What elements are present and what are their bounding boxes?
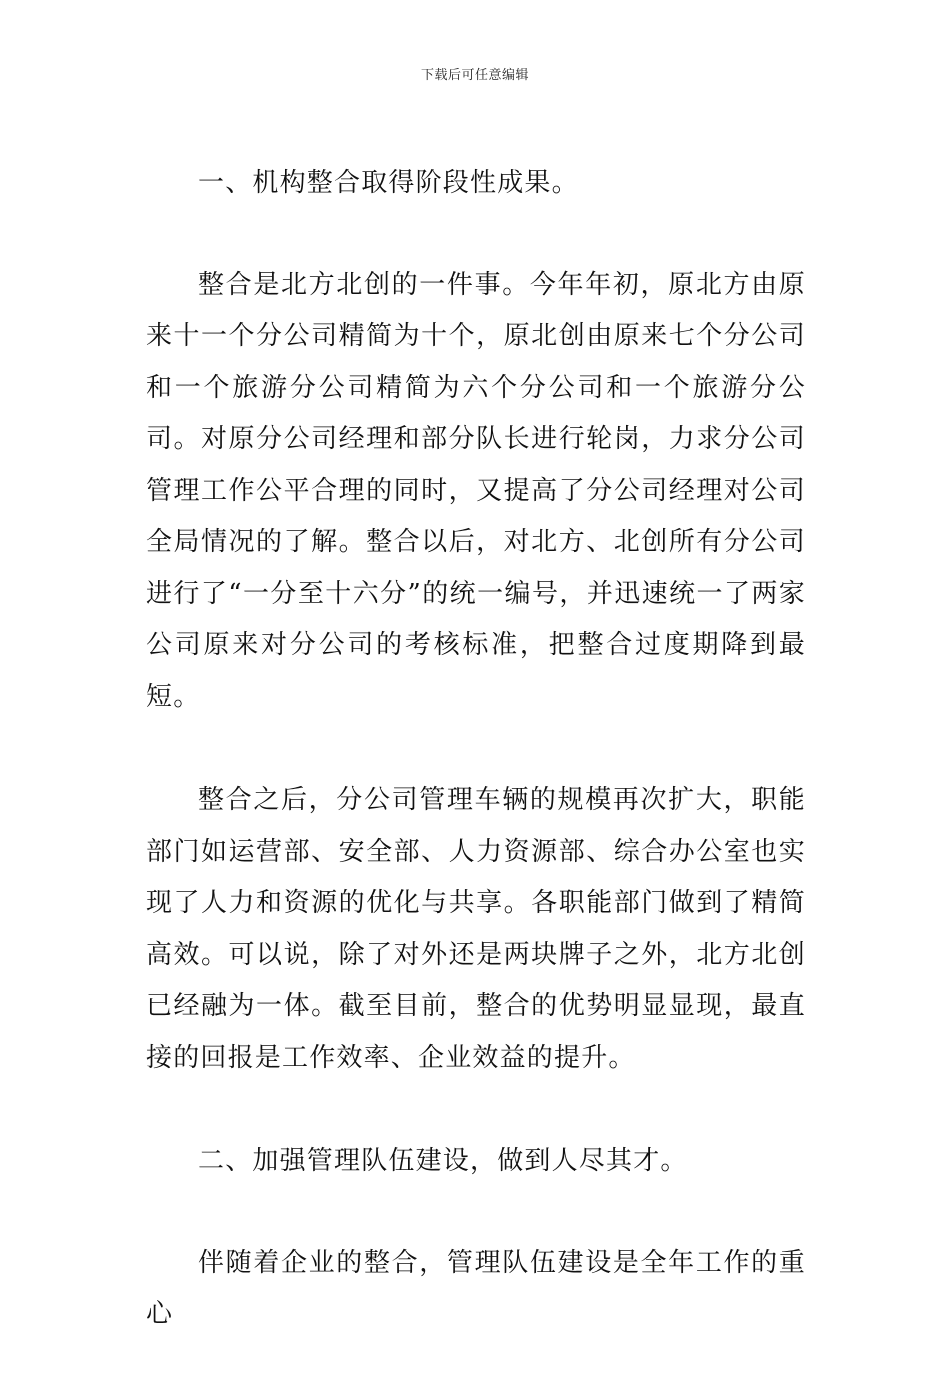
- paragraph-1: 整合是北方北创的一件事。今年年初，原北方由原来十一个分公司精简为十个，原北创由原来七个分公司和一个旅游分公司精简为六个分公司和一个旅游分公司。对原分公司经理和部分队长进行轮岗，力求分公司管理工作公平合理的同时，又提高了分公司经理对公司全局情况的了解。整合以后，对北方、北创所有分公司进行了“一分至十六分”的统一编号，并迅速统一了两家公司原来对分公司的考核标准，把整合过度期降到最短。: [146, 269, 806, 712]
- section-heading-2: 二、加强管理队伍建设，做到人尽其才。: [198, 1146, 688, 1176]
- paragraph-2: 整合之后，分公司管理车辆的规模再次扩大，职能部门如运营部、安全部、人力资源部、综合办公室也实现了人力和资源的优化与共享。各职能部门做到了精简高效。可以说，除了对外还是两块牌子之外，北方北创已经融为一体。截至目前，整合的优势明显显现，最直接的回报是工作效率、企业效益的提升。: [146, 785, 806, 1073]
- section-heading-1: 一、机构整合取得阶段性成果。: [198, 168, 579, 198]
- page-header-note: 下载后可任意编辑: [420, 68, 529, 83]
- paragraph-3: 伴随着企业的整合，管理队伍建设是全年工作的重心: [146, 1247, 806, 1329]
- document-body: [146, 158, 806, 1393]
